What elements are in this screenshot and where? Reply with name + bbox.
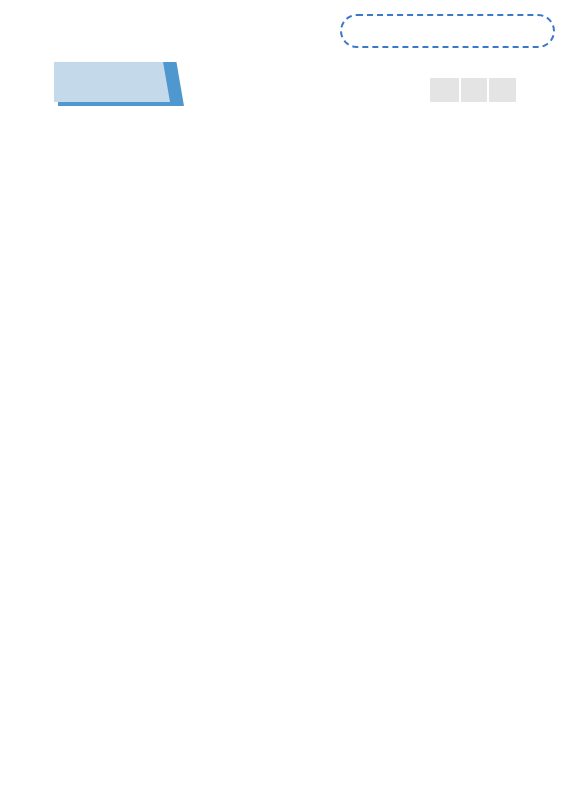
title-box	[54, 62, 170, 102]
column-header-answer	[487, 78, 516, 102]
column-headers	[430, 78, 516, 102]
column-header-practice	[459, 78, 488, 102]
column-header-lecture	[430, 78, 459, 102]
edition-badge	[340, 14, 555, 48]
page-title-block	[54, 62, 184, 106]
